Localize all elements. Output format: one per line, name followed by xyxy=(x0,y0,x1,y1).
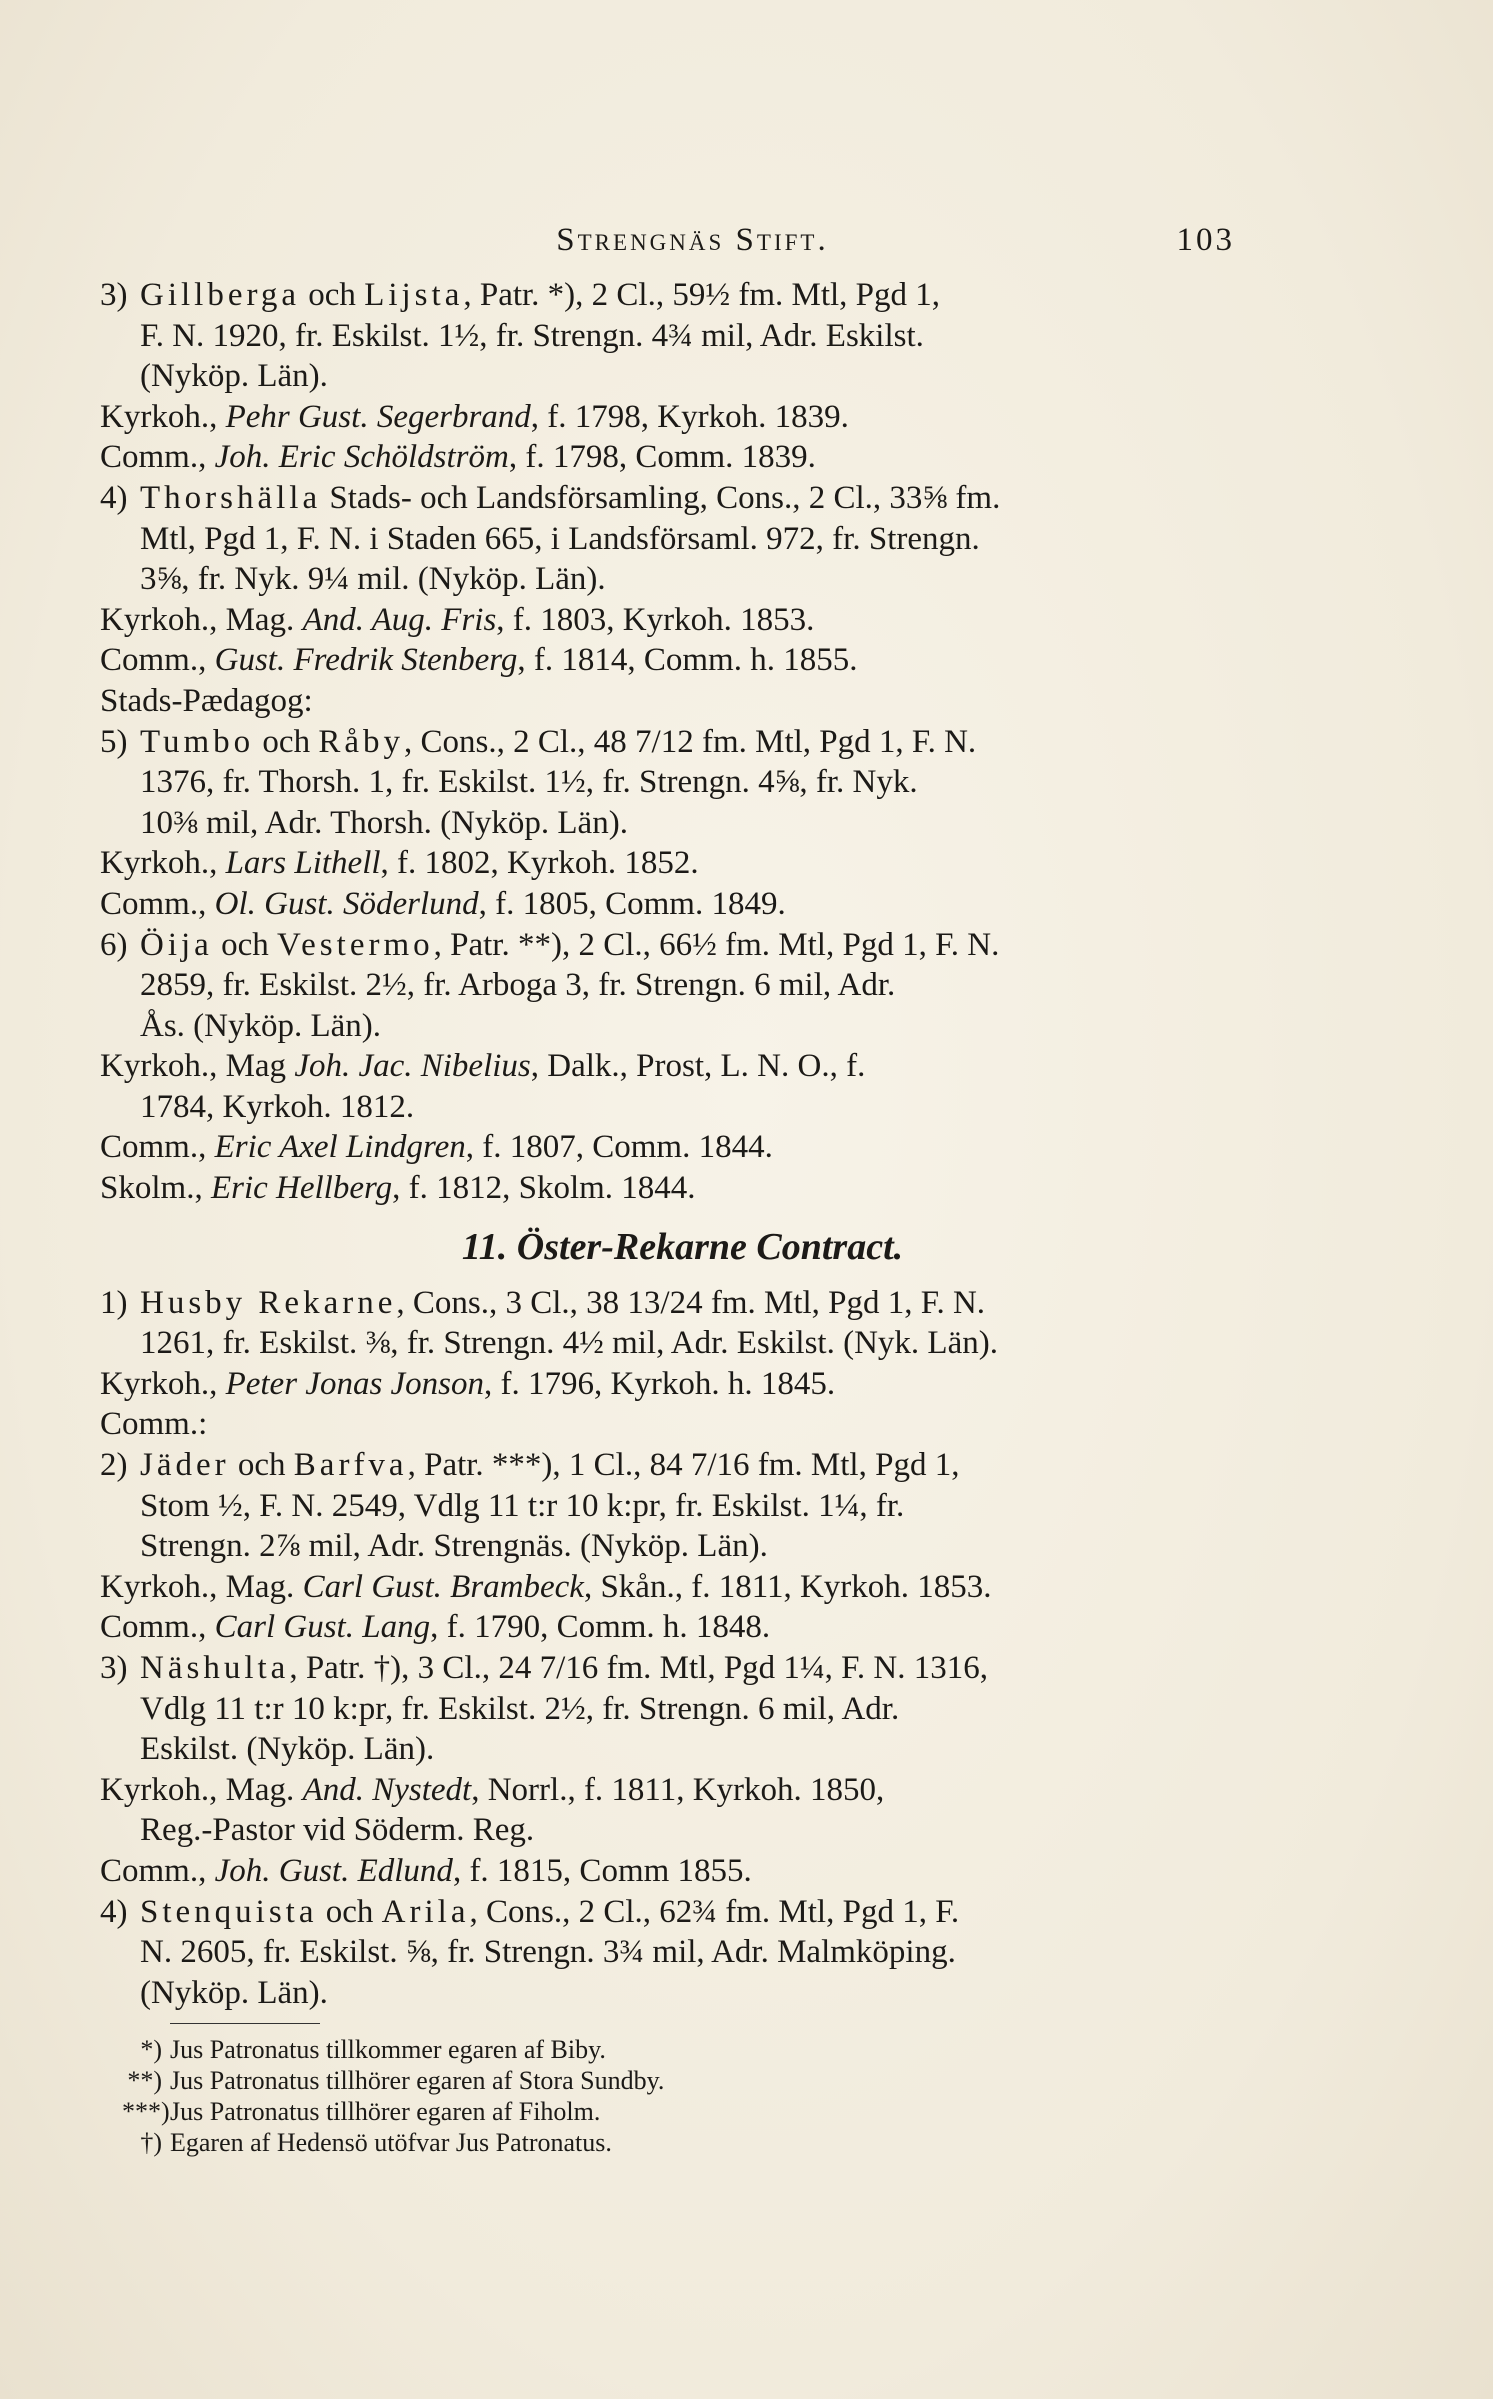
text-line xyxy=(100,1526,1265,1567)
text-line xyxy=(100,1168,1265,1209)
person-name: Gust. Fredrik Stenberg xyxy=(214,642,518,679)
line-text: Stads-Pædagog: xyxy=(100,682,313,719)
parish-name: Jäder xyxy=(140,1447,230,1484)
line-text: Reg.-Pastor vid Söderm. Reg. xyxy=(140,1812,535,1849)
line-text: Kyrkoh., xyxy=(100,845,226,882)
line-text: Kyrkoh., Mag. xyxy=(100,1568,303,1605)
text-line xyxy=(100,1973,1265,2014)
parish-name: Barfva xyxy=(293,1447,408,1484)
parish-name: Thorshälla xyxy=(140,479,322,516)
line-text: och xyxy=(317,1893,382,1930)
footnote-text: Jus Patronatus tillhörer egaren af Fiholm. xyxy=(170,2097,601,2127)
line-text: Stads- och Landsförsamling, Cons., 2 Cl., 33⅝ fm. xyxy=(321,479,1001,516)
parish-name: Lijsta xyxy=(364,277,464,313)
entry-number: 4) xyxy=(100,479,128,516)
line-text: Comm., xyxy=(100,1609,215,1646)
text-line xyxy=(100,1607,1265,1648)
text-line xyxy=(100,1127,1265,1168)
text-line xyxy=(100,640,1265,681)
line-text: Kyrkoh., Mag. xyxy=(100,601,303,638)
text-line xyxy=(100,275,1265,316)
footnote-text: Egaren af Hedensö utöfvar Jus Patronatus. xyxy=(170,2128,612,2158)
line-text: 3⅝, fr. Nyk. 9¼ mil. (Nyköp. Län). xyxy=(140,561,606,598)
parish-name: Öija xyxy=(140,926,213,963)
person-name: Ol. Gust. Söderlund xyxy=(214,885,479,922)
text-line xyxy=(100,1046,1265,1087)
entry-number: 2) xyxy=(100,1447,128,1484)
line-text: Vdlg 11 t:r 10 k:pr, fr. Eskilst. 2½, fr. Strengn. 6 mil, Adr. xyxy=(140,1690,900,1727)
person-name: Joh. Eric Schöldström xyxy=(214,439,509,476)
line-text: 10⅜ mil, Adr. Thorsh. (Nyköp. Län). xyxy=(140,804,628,841)
parish-name: Gillberga xyxy=(140,277,301,313)
line-text: , f. 1798, Comm. 1839. xyxy=(508,439,816,476)
line-text: Comm., xyxy=(100,1129,215,1166)
line-text: , Skån., f. 1811, Kyrkoh. 1853. xyxy=(583,1568,992,1605)
footnote-text: Jus Patronatus tillhörer egaren af Stora Sundby. xyxy=(170,2066,665,2096)
footnote xyxy=(100,2127,1265,2158)
line-text: (Nyköp. Län). xyxy=(140,1974,328,2011)
text-line xyxy=(100,1567,1265,1608)
text-line xyxy=(100,1892,1265,1933)
line-text: , f. 1803, Kyrkoh. 1853. xyxy=(496,601,815,638)
line-text: , f. 1812, Skolm. 1844. xyxy=(392,1170,696,1207)
person-name: Lars Lithell xyxy=(225,845,381,882)
text-line xyxy=(100,1404,1265,1445)
running-header xyxy=(150,222,1235,270)
line-text: Kyrkoh., Mag xyxy=(100,1048,295,1085)
person-name: And. Nystedt xyxy=(302,1771,472,1808)
person-name: Eric Hellberg xyxy=(210,1170,393,1207)
parish-name: Tumbo xyxy=(140,723,255,760)
parish-name: Näshulta xyxy=(140,1650,290,1686)
line-text: 1784, Kyrkoh. 1812. xyxy=(140,1088,415,1125)
text-line xyxy=(100,762,1265,803)
line-text: 2859, fr. Eskilst. 2½, fr. Arboga 3, fr. Strengn. 6 mil, Adr. xyxy=(140,967,896,1004)
line-text: Comm., xyxy=(100,439,215,476)
line-text: , Patr. **), 2 Cl., 66½ fm. Mtl, Pgd 1, F. N. xyxy=(433,926,1000,963)
entry-number: 5) xyxy=(100,723,128,760)
text-line xyxy=(100,1486,1265,1527)
line-text: Kyrkoh., Mag. xyxy=(100,1771,303,1808)
parish-name: Vestermo xyxy=(276,926,434,963)
footnote-mark: †) xyxy=(140,2128,162,2158)
text-line xyxy=(100,965,1265,1006)
parish-name: Råby xyxy=(318,723,404,760)
person-name: And. Aug. Fris xyxy=(302,601,497,638)
text-line xyxy=(100,1364,1265,1405)
line-text: , Cons., 2 Cl., 48 7/12 fm. Mtl, Pgd 1, F. N. xyxy=(404,723,977,760)
person-name: Pehr Gust. Segerbrand xyxy=(225,398,531,435)
footnote-mark: *) xyxy=(140,2035,162,2065)
person-name: Carl Gust. Brambeck xyxy=(302,1568,584,1605)
line-text: Strengn. 2⅞ mil, Adr. Strengnäs. (Nyköp. Län). xyxy=(140,1528,768,1565)
text-line xyxy=(100,1729,1265,1770)
text-line xyxy=(100,1006,1265,1047)
line-text: och xyxy=(229,1447,294,1484)
line-text: och xyxy=(300,277,365,313)
line-text: Kyrkoh., xyxy=(100,398,226,435)
line-text: och xyxy=(212,926,277,963)
text-line xyxy=(100,884,1265,925)
text-line xyxy=(100,1323,1265,1364)
line-text: Skolm., xyxy=(100,1170,211,1207)
line-text: , f. 1814, Comm. h. 1855. xyxy=(517,642,858,679)
text-line xyxy=(100,519,1265,560)
line-text: Mtl, Pgd 1, F. N. i Staden 665, i Landsförsaml. 972, fr. Strengn. xyxy=(140,520,980,557)
person-name: Peter Jonas Jonson xyxy=(225,1365,485,1402)
line-text: , f. 1805, Comm. 1849. xyxy=(478,885,786,922)
text-line xyxy=(100,1689,1265,1730)
line-text: Ås. (Nyköp. Län). xyxy=(140,1007,382,1044)
parish-name: Stenquista xyxy=(140,1893,318,1930)
text-line xyxy=(100,1932,1265,1973)
line-text: , f. 1790, Comm. h. 1848. xyxy=(430,1609,771,1646)
line-text: , f. 1798, Kyrkoh. 1839. xyxy=(530,398,849,435)
entry-number: 1) xyxy=(100,1284,128,1321)
line-text: , Norrl., f. 1811, Kyrkoh. 1850, xyxy=(471,1771,885,1808)
header-title: Strengnäs Stift. xyxy=(556,222,829,258)
text-line xyxy=(100,356,1265,397)
line-text: , Cons., 3 Cl., 38 13/24 fm. Mtl, Pgd 1, F. N. xyxy=(396,1284,986,1321)
line-text: Comm., xyxy=(100,885,215,922)
footnote-mark: ***) xyxy=(122,2097,170,2127)
line-text: Kyrkoh., xyxy=(100,1365,226,1402)
text-line xyxy=(100,1851,1265,1892)
line-text: , f. 1807, Comm. 1844. xyxy=(465,1129,773,1166)
text-line xyxy=(100,1810,1265,1851)
line-text: Comm.: xyxy=(100,1406,208,1443)
person-name: Joh. Gust. Edlund xyxy=(214,1852,453,1889)
line-text: , Patr. †), 3 Cl., 24 7/16 fm. Mtl, Pgd 1¼, F. N. 1316, xyxy=(289,1650,988,1686)
footnote-text: Jus Patronatus tillkommer egaren af Biby. xyxy=(170,2035,606,2065)
footnote xyxy=(100,2065,1265,2096)
line-text: Comm., xyxy=(100,642,215,679)
line-text: F. N. 1920, fr. Eskilst. 1½, fr. Strengn. 4¾ mil, Adr. Eskilst. xyxy=(140,317,924,354)
entry-number: 6) xyxy=(100,926,128,963)
parish-name: Husby Rekarne xyxy=(140,1284,397,1321)
section-heading: 11. Öster-Rekarne Contract. xyxy=(461,1225,904,1268)
text-line xyxy=(100,1445,1265,1486)
text-line xyxy=(100,1648,1265,1689)
entry-number: 3) xyxy=(100,1650,128,1686)
person-name: Joh. Jac. Nibelius xyxy=(294,1048,531,1085)
footnote xyxy=(100,2096,1265,2127)
text-line xyxy=(100,559,1265,600)
text-line xyxy=(100,600,1265,641)
page-body xyxy=(100,275,1265,2158)
line-text: och xyxy=(254,723,319,760)
line-text: , f. 1802, Kyrkoh. 1852. xyxy=(380,845,699,882)
text-line xyxy=(100,925,1265,966)
text-line xyxy=(100,843,1265,884)
line-text: , f. 1815, Comm 1855. xyxy=(452,1852,752,1889)
text-line xyxy=(100,316,1265,357)
line-text: , Cons., 2 Cl., 62¾ fm. Mtl, Pgd 1, F. xyxy=(469,1893,960,1930)
line-text: 1261, fr. Eskilst. ⅜, fr. Strengn. 4½ mil, Adr. Eskilst. (Nyk. Län). xyxy=(140,1325,998,1362)
text-line xyxy=(100,1770,1265,1811)
line-text: 1376, fr. Thorsh. 1, fr. Eskilst. 1½, fr. Strengn. 4⅝, fr. Nyk. xyxy=(140,764,918,801)
text-line xyxy=(100,1283,1265,1324)
entry-number: 3) xyxy=(100,277,128,313)
text-line xyxy=(100,681,1265,722)
entry-number: 4) xyxy=(100,1893,128,1930)
footnote xyxy=(100,2034,1265,2065)
text-line xyxy=(100,1087,1265,1128)
text-line xyxy=(100,722,1265,763)
person-name: Carl Gust. Lang xyxy=(214,1609,431,1646)
footnote-divider xyxy=(170,2023,320,2024)
line-text: Eskilst. (Nyköp. Län). xyxy=(140,1731,435,1768)
line-text: , Dalk., Prost, L. N. O., f. xyxy=(530,1048,866,1085)
person-name: Eric Axel Lindgren xyxy=(214,1129,466,1166)
text-line xyxy=(100,803,1265,844)
line-text: Stom ½, F. N. 2549, Vdlg 11 t:r 10 k:pr, fr. Eskilst. 1¼, fr. xyxy=(140,1487,905,1524)
text-line xyxy=(100,397,1265,438)
line-text: N. 2605, fr. Eskilst. ⅝, fr. Strengn. 3¾ mil, Adr. Malmköping. xyxy=(140,1934,956,1971)
text-line xyxy=(100,478,1265,519)
text-line xyxy=(100,437,1265,478)
page-number: 103 xyxy=(1176,222,1235,258)
parish-name: Arila xyxy=(381,1893,470,1930)
line-text: , f. 1796, Kyrkoh. h. 1845. xyxy=(484,1365,836,1402)
line-text: Comm., xyxy=(100,1852,215,1889)
line-text: , Patr. *), 2 Cl., 59½ fm. Mtl, Pgd 1, xyxy=(463,277,941,313)
line-text: (Nyköp. Län). xyxy=(140,358,328,395)
footnote-mark: **) xyxy=(127,2066,162,2096)
line-text: , Patr. ***), 1 Cl., 84 7/16 fm. Mtl, Pgd 1, xyxy=(407,1447,960,1484)
